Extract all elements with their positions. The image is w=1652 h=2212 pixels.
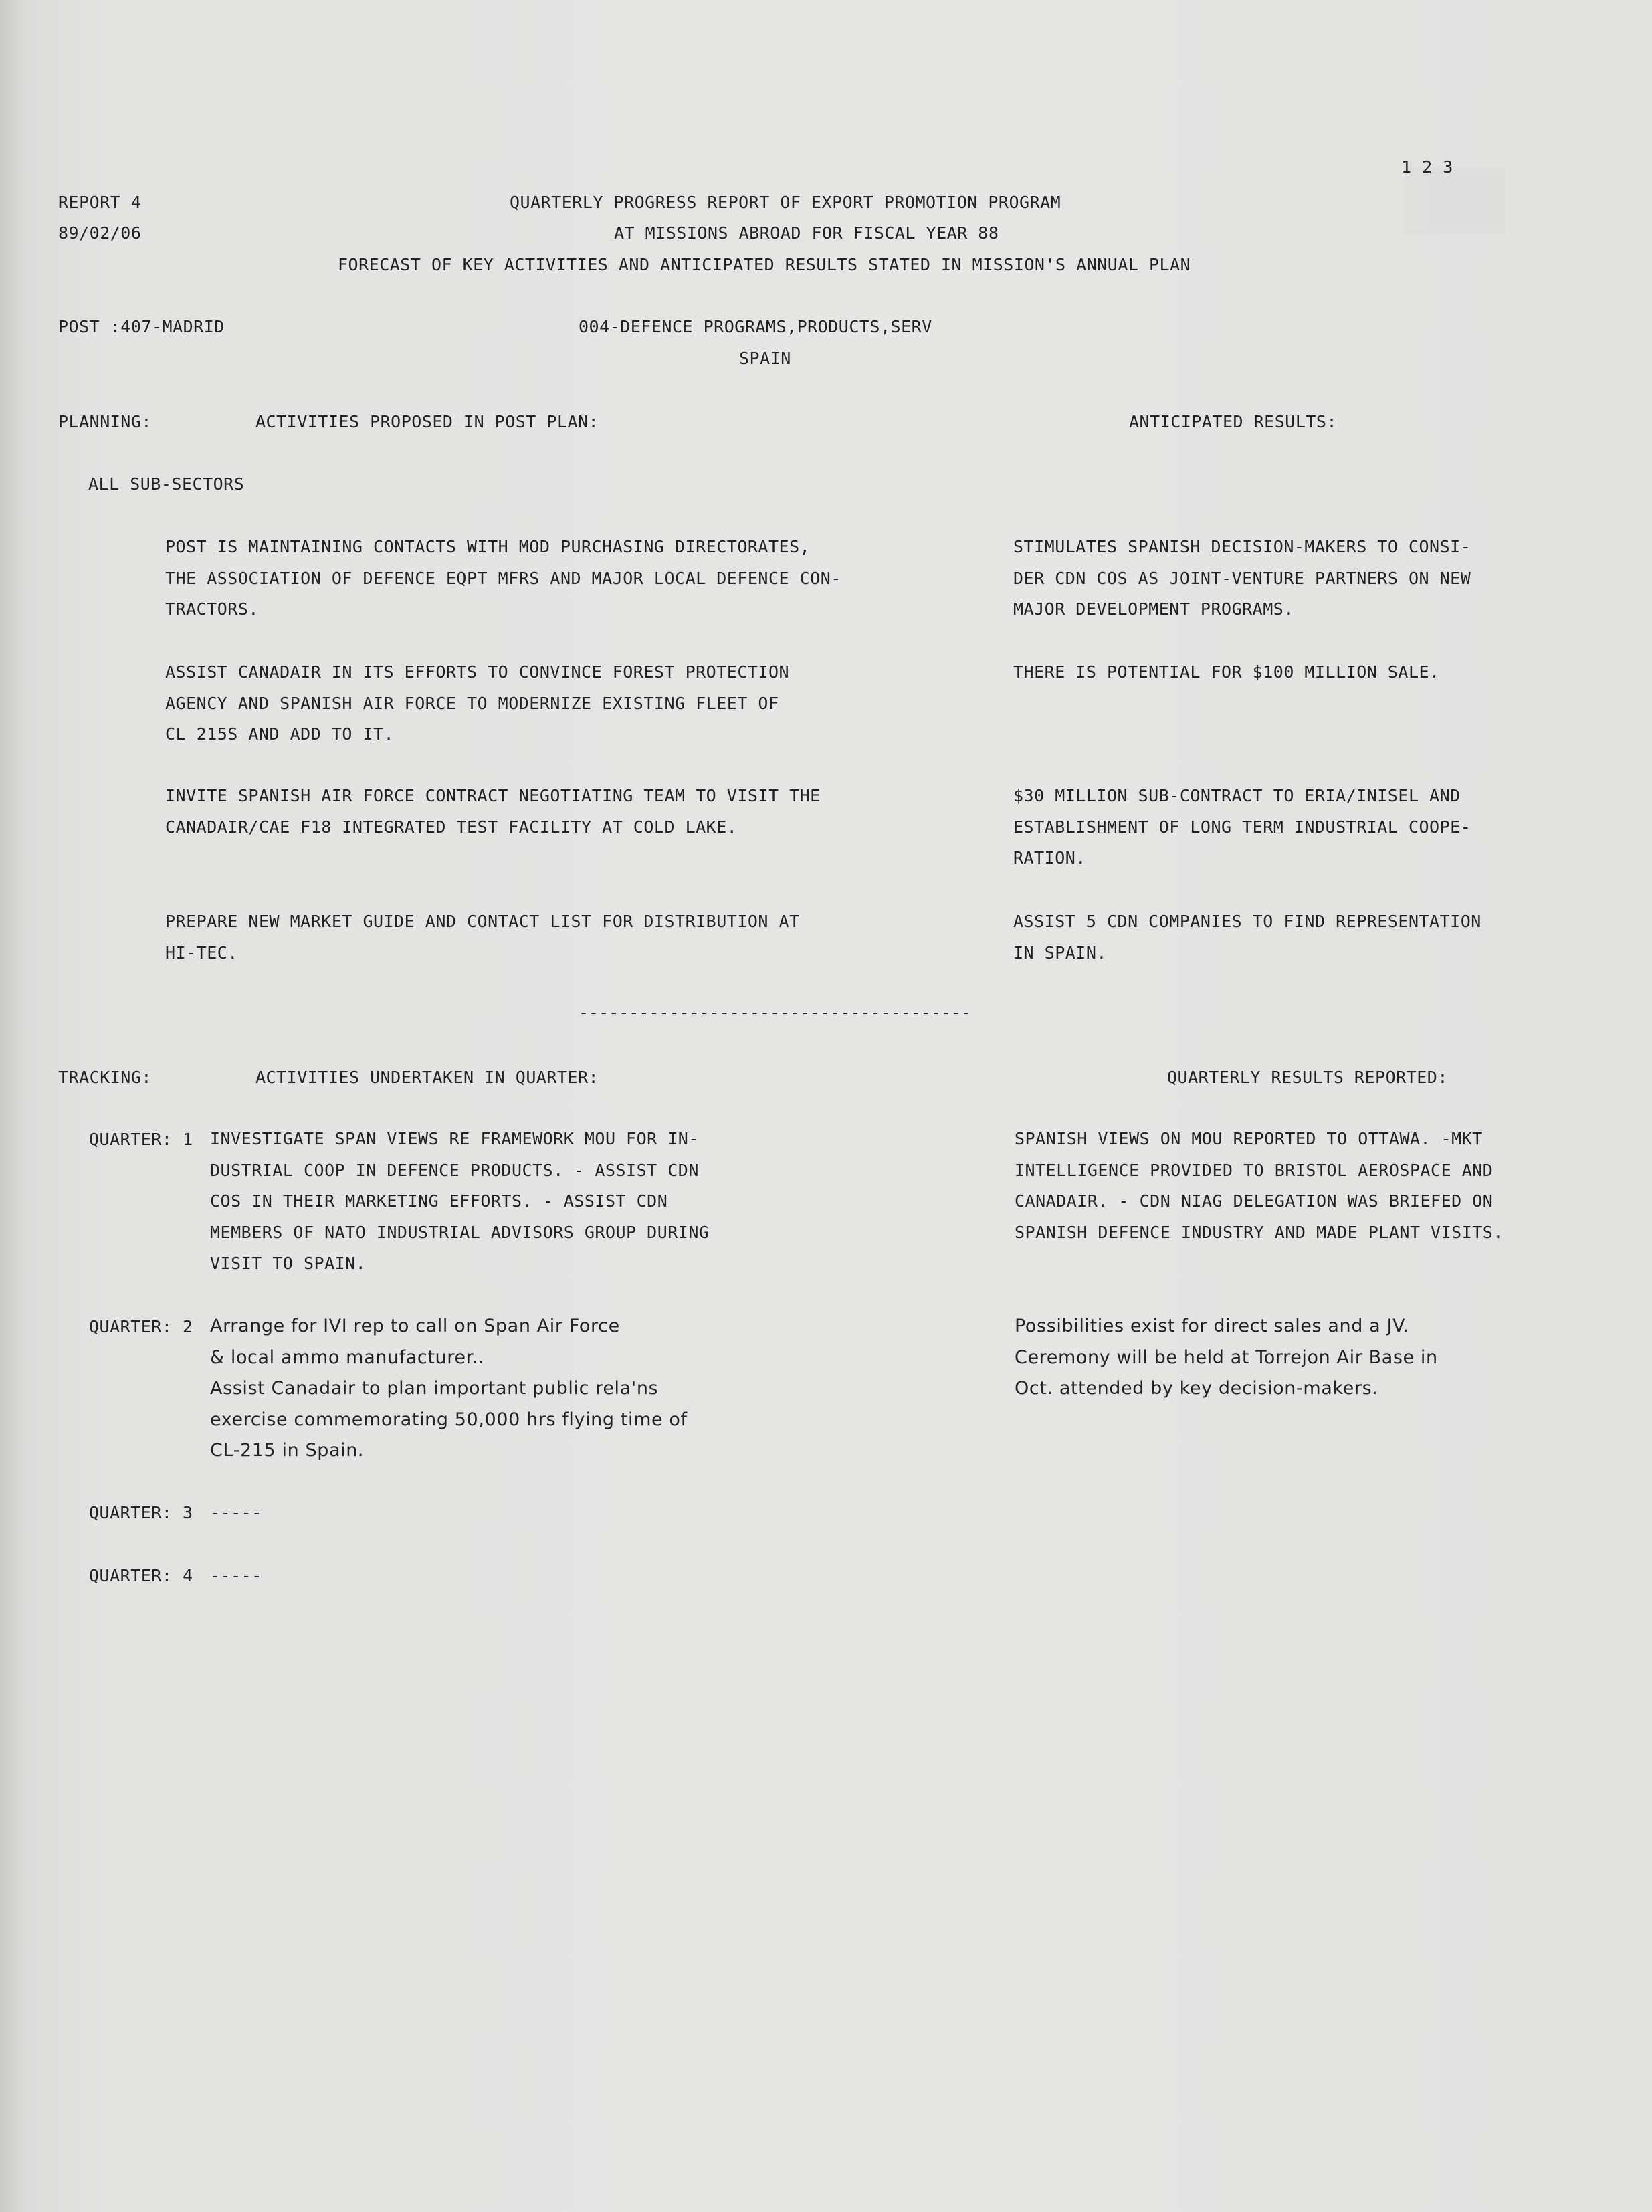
quarter-activity: Arrange for IVI rep to call on Span Air Force & local ammo manufacturer.. Assist Canadair to plan important public rela'ns exercise commemorating 50,000 hrs flying time of CL-215 in Spain.: [210, 1316, 688, 1461]
report-title-line3: FORECAST OF KEY ACTIVITIES AND ANTICIPATED RESULTS STATED IN MISSION'S ANNUAL PLAN: [338, 255, 1191, 274]
planned-activity: PREPARE NEW MARKET GUIDE AND CONTACT LIST FOR DISTRIBUTION AT HI-TEC.: [165, 912, 800, 963]
section-divider: ---------------------------------------: [579, 1003, 971, 1022]
quarter-activity: -----: [210, 1566, 262, 1585]
report-date: 89/02/06: [58, 223, 142, 243]
quarter-label: QUARTER: 3: [89, 1503, 193, 1522]
quarter-activity: -----: [210, 1503, 262, 1522]
tracking-activities-header: ACTIVITIES UNDERTAKEN IN QUARTER:: [255, 1068, 599, 1087]
planned-activity: POST IS MAINTAINING CONTACTS WITH MOD PURCHASING DIRECTORATES, THE ASSOCIATION OF DEFENCE EQPT MFRS AND MAJOR LOCAL DEFENCE CON- TRACTORS.: [165, 537, 841, 619]
planning-activities-header: ACTIVITIES PROPOSED IN POST PLAN:: [255, 412, 599, 431]
country-name: SPAIN: [739, 348, 791, 368]
quarter-label: QUARTER: 2: [89, 1317, 193, 1336]
tracking-label: TRACKING:: [58, 1068, 152, 1087]
quarter-label: QUARTER: 1: [89, 1130, 193, 1149]
quarter-result: Possibilities exist for direct sales and a JV. Ceremony will be held at Torrejon Air Base in Oct. attended by key decision-makers.: [1015, 1316, 1438, 1399]
page-number: 1 2 3: [1401, 157, 1453, 177]
planning-results-header: ANTICIPATED RESULTS:: [1129, 412, 1338, 431]
report-title-line2: AT MISSIONS ABROAD FOR FISCAL YEAR 88: [614, 223, 999, 243]
anticipated-result: $30 MILLION SUB-CONTRACT TO ERIA/INISEL AND ESTABLISHMENT OF LONG TERM INDUSTRIAL COOPE- RATION.: [1013, 786, 1471, 868]
anticipated-result: ASSIST 5 CDN COMPANIES TO FIND REPRESENTATION IN SPAIN.: [1013, 912, 1481, 963]
report-title-line1: QUARTERLY PROGRESS REPORT OF EXPORT PROMOTION PROGRAM: [510, 193, 1061, 212]
anticipated-result: STIMULATES SPANISH DECISION-MAKERS TO CONSI- DER CDN COS AS JOINT-VENTURE PARTNERS ON NEW MAJOR DEVELOPMENT PROGRAMS.: [1013, 537, 1471, 619]
anticipated-result: THERE IS POTENTIAL FOR $100 MILLION SALE.: [1013, 662, 1440, 682]
tracking-results-header: QUARTERLY RESULTS REPORTED:: [1167, 1068, 1448, 1087]
post-id: POST :407-MADRID: [58, 317, 225, 336]
planned-activity: INVITE SPANISH AIR FORCE CONTRACT NEGOTIATING TEAM TO VISIT THE CANADAIR/CAE F18 INTEGRATED TEST FACILITY AT COLD LAKE.: [165, 786, 821, 837]
quarter-activity: INVESTIGATE SPAN VIEWS RE FRAMEWORK MOU FOR IN- DUSTRIAL COOP IN DEFENCE PRODUCTS. - ASSIST CDN COS IN THEIR MARKETING EFFORTS. - ASSIST CDN MEMBERS OF NATO INDUSTRIAL ADVISORS GROUP DURING VISIT TO SPAIN.: [210, 1129, 710, 1273]
sector-name: 004-DEFENCE PROGRAMS,PRODUCTS,SERV: [579, 317, 932, 336]
planned-activity: ASSIST CANADAIR IN ITS EFFORTS TO CONVINCE FOREST PROTECTION AGENCY AND SPANISH AIR FORCE TO MODERNIZE EXISTING FLEET OF CL 215S AND ADD TO IT.: [165, 662, 790, 744]
quarter-result: SPANISH VIEWS ON MOU REPORTED TO OTTAWA. -MKT INTELLIGENCE PROVIDED TO BRISTOL AEROSPACE AND CANADAIR. - CDN NIAG DELEGATION WAS BRIEFED ON SPANISH DEFENCE INDUSTRY AND MADE PLANT VISITS.: [1015, 1129, 1504, 1242]
quarter-label: QUARTER: 4: [89, 1566, 193, 1585]
planning-label: PLANNING:: [58, 412, 152, 431]
subsector-label: ALL SUB-SECTORS: [88, 474, 245, 494]
report-label: REPORT 4: [58, 193, 142, 212]
